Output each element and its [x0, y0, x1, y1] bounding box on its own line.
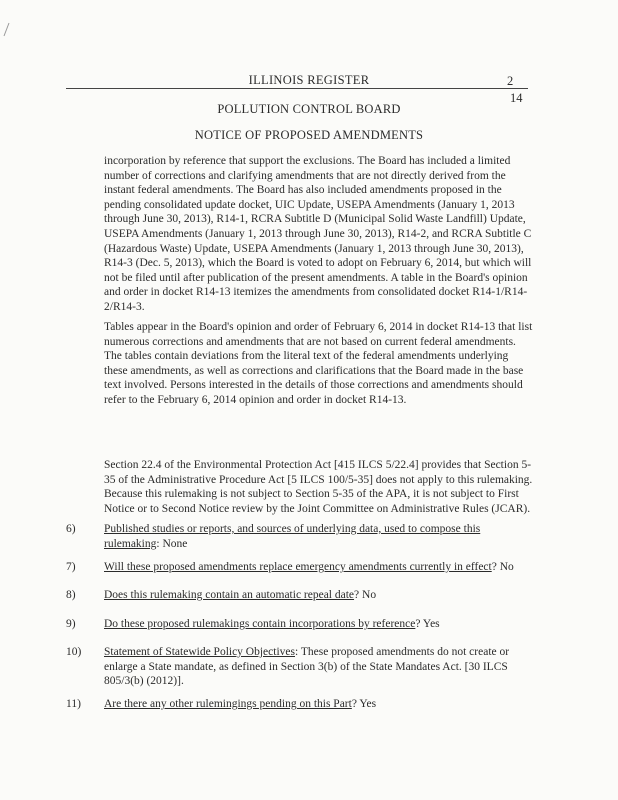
body-paragraph-incorporation: incorporation by reference that support the exclusions. The Board has included a limited number of corrections and clarifying amendments that are not directly derived from the instant federal amendments. The Board has also included amendments proposed in the pending consolidated update docket, UIC Update, USEPA Amendments (January 1, 2013 through June 30, 2013), R14-1, RCRA Subtitle D (Municipal Solid Waste Landfill) Update, USEPA Amendments (January 1, 2013 through June 30, 2013), R14-2, and RCRA Subtitle C (Hazardous Waste) Update, USEPA Amendments (January 1, 2013 through June 30, 2013), R14-3 (Dec. 5, 2013), which the Board is voted to adopt on February 6, 2014, but which will not be filed until after publication of the present amendments. A table in the Board's opinion and order in docket R14-13 itemizes the amendments from consolidated docket R14-1/R14-2/R14-3.: [104, 155, 532, 313]
item-answer: : None: [156, 537, 188, 550]
page-number: 2: [507, 74, 514, 88]
agency-name: POLLUTION CONTROL BOARD: [217, 102, 401, 116]
body-paragraph-tables: Tables appear in the Board's opinion and order of February 6, 2014 in docket R14-13 that list numerous corrections and amendments that are not based on current federal amendments. The tables contain deviations from the literal text of the federal amendments underlying these amendments, as well as corrections and clarifications that the Board made in the base text involved. Persons interested in the details of those corrections and amendments should refer to the February 6, 2014 opinion and order in docket R14-13.: [104, 321, 533, 406]
item-answer: ? Yes: [351, 698, 377, 710]
item-label: Are there any other rulemingings pending on this Part: [104, 698, 352, 710]
item-number: 9): [66, 618, 76, 630]
item-number: 8): [66, 589, 76, 601]
item-answer: ? Yes: [415, 618, 440, 630]
item-answer: ? No: [491, 561, 514, 573]
item-number: 10): [66, 646, 82, 658]
register-title: ILLINOIS REGISTER: [248, 73, 370, 87]
item-label: Do these proposed rulemakings contain incorporations by reference: [104, 618, 416, 630]
item-answer: : These proposed amendments do not create or enlarge a State mandate, as defined in Section 3(b) of the State Mandates Act. [30 ILCS 805/3(b) (2012)].: [104, 646, 510, 688]
item-number: 11): [66, 698, 81, 710]
item-label: Published studies or reports, and sources of underlying data, used to compose this rulemaking: [104, 523, 481, 550]
item-label: Statement of Statewide Policy Objectives: [104, 646, 295, 658]
body-paragraph-section-22-4: Section 22.4 of the Environmental Protection Act [415 ILCS 5/22.4] provides that Section 5-35 of the Administrative Procedure Act [5 ILCS 100/5-35] does not apply to this rulemaking. Because this rulemaking is not subject to Section 5-35 of the APA, it is not subject to First Notice or to Second Notice review by the Joint Committee on Administrative Rules (JCAR).: [104, 459, 533, 515]
notice-heading: NOTICE OF PROPOSED AMENDMENTS: [194, 128, 424, 142]
item-number: 7): [66, 561, 76, 573]
header-divider: [66, 88, 528, 89]
item-number: 6): [66, 523, 76, 535]
register-volume: 14: [510, 91, 523, 105]
item-answer: ? No: [354, 589, 377, 601]
item-label: Does this rulemaking contain an automatic repeal date: [104, 589, 355, 601]
item-label: Will these proposed amendments replace emergency amendments currently in effect: [104, 561, 492, 573]
